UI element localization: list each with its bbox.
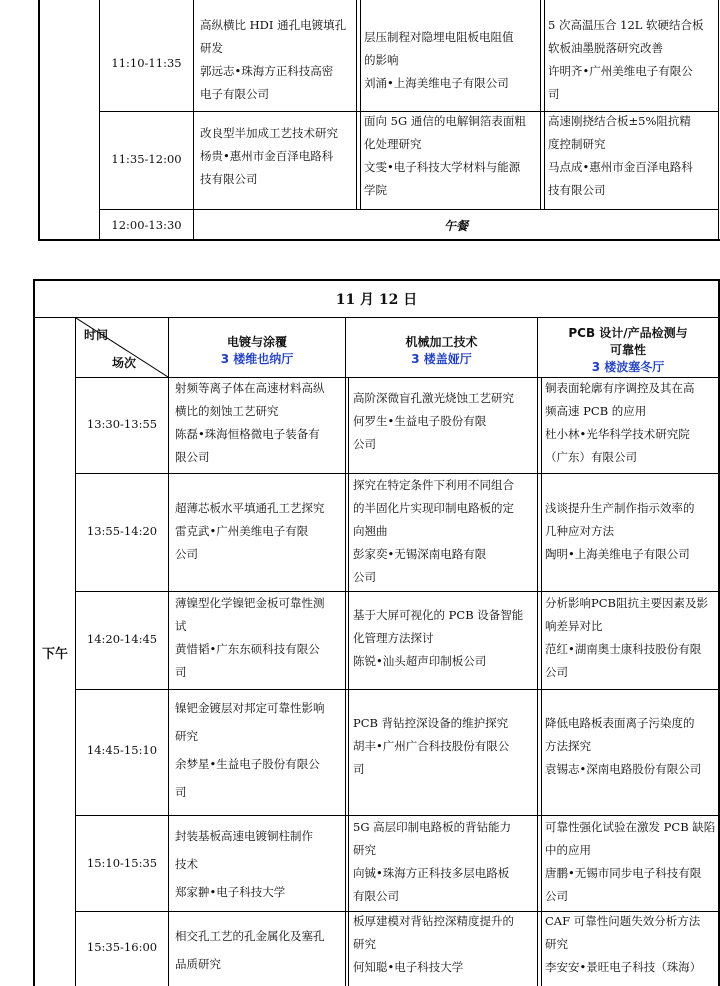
session-cell-line: 司	[175, 785, 187, 799]
session-cell-line: 高阶深微盲孔激光烧蚀工艺研究	[353, 391, 514, 405]
session-cell-line: 袁锡志•深南电路股份有限公司	[545, 762, 702, 776]
session-cell-line: 封装基板高速电镀铜柱制作	[175, 829, 313, 843]
session-cell-line: 公司	[545, 665, 568, 679]
time-slot: 14:45-15:10	[86, 743, 158, 757]
period-label: 下午	[41, 647, 68, 662]
time-slot: 11:10-11:35	[111, 56, 182, 70]
session-cell-line: 技有限公司	[200, 172, 258, 186]
bottom-col-line	[168, 317, 169, 986]
session-cell-line: 何罗生•生益电子股份有限	[353, 414, 487, 428]
session-cell-line: 公司	[353, 570, 376, 584]
session-cell	[353, 816, 535, 908]
session-cell-line: PCB 背钻控深设备的维护探究	[353, 716, 509, 730]
session-cell	[545, 377, 718, 469]
track-title-plating: 电镀与涂覆	[226, 335, 287, 349]
session-cell-line: 度控制研究	[548, 137, 606, 151]
session-cell-line: 杜小林•光华科学技术研究院	[545, 427, 690, 441]
session-cell	[175, 592, 343, 684]
session-cell-line: 陈磊•珠海恒格微电子装备有	[175, 427, 320, 441]
session-cell-line: 郭远志•珠海方正科技高密	[200, 64, 334, 78]
session-cell-line: 公司	[353, 437, 376, 451]
date-heading: 11 月 12 日	[335, 292, 418, 308]
session-cell	[353, 387, 535, 456]
session-cell-line: 研究	[353, 937, 376, 951]
session-cell	[175, 922, 343, 978]
session-cell-line: 板厚建模对背钻控深精度提升的	[353, 914, 514, 928]
session-cell-line: 陈锐•汕头超声印制板公司	[353, 654, 487, 668]
lunch-label: 午餐	[443, 219, 468, 233]
session-cell-line: 彭家奕•无锡深南电路有限	[353, 547, 487, 561]
session-cell-line: 射频等离子体在高速材料高纵	[175, 381, 325, 395]
session-cell-line: 公司	[175, 547, 198, 561]
session-cell-line: 镍钯金镀层对邦定可靠性影响	[175, 701, 325, 715]
session-cell	[175, 694, 343, 806]
session-cell-line: 何知聪•电子科技大学	[353, 960, 464, 974]
session-cell-line: 司	[548, 87, 560, 101]
session-cell-line: 郑家翀•电子科技大学	[175, 885, 286, 899]
time-slot: 12:00-13:30	[111, 218, 182, 232]
session-cell-line: 可靠性强化试验在激发 PCB 缺陷	[545, 820, 716, 834]
session-cell-line: 浅谈提升生产制作指示效率的	[545, 501, 695, 515]
top-row-line	[99, 209, 719, 210]
bottom-top-border	[33, 279, 720, 281]
top-col-line	[99, 0, 100, 240]
session-cell-line: 刘涌•上海美维电子有限公司	[364, 76, 509, 90]
session-cell-line: 软板油墨脱落研究改善	[548, 41, 663, 55]
session-cell	[353, 604, 535, 673]
session-cell-line: 范红•湖南奥士康科技股份有限	[545, 642, 702, 656]
track-title-pcb-design: PCB 设计/产品检测与	[568, 326, 688, 340]
session-cell-line: CAF 可靠性问题失效分析方法	[545, 914, 701, 928]
session-cell-line: 杨贵•惠州市金百泽电路科	[200, 149, 334, 163]
time-slot: 13:55-14:20	[86, 524, 158, 538]
corner-time-label: 时间	[84, 328, 109, 342]
session-cell	[364, 26, 538, 95]
session-cell-line: 李安安•景旺电子科技（珠海）	[545, 960, 702, 974]
time-slot: 13:30-13:55	[86, 417, 158, 431]
session-cell-line: 铜表面轮廓有序调控及其在高	[545, 381, 695, 395]
session-cell-line: 研究	[353, 843, 376, 857]
session-cell	[545, 910, 718, 979]
bottom-row-line	[75, 689, 720, 690]
session-cell-line: 向铖•珠海方正科技多层电路板	[353, 866, 510, 880]
session-cell-line: 学院	[364, 183, 387, 197]
time-slot: 11:35-12:00	[111, 152, 182, 166]
session-cell	[353, 474, 535, 589]
track-title-pcb-design-line2: 可靠性	[609, 343, 646, 357]
session-cell	[200, 14, 354, 106]
bottom-col-line	[348, 378, 349, 986]
session-cell	[545, 592, 718, 684]
session-cell-line: 高速刚挠结合板±5%阻抗精	[548, 114, 691, 128]
session-cell-line: 文雯•电子科技大学材料与能源	[364, 160, 521, 174]
session-cell-line: 公司	[545, 889, 568, 903]
session-cell-line: 品质研究	[175, 957, 221, 971]
session-cell-line: 研究	[175, 729, 198, 743]
session-cell-line: 频高速 PCB 的应用	[545, 404, 647, 418]
session-cell-line: 有限公司	[353, 889, 399, 903]
top-left-border	[38, 0, 40, 240]
session-cell-line: （广东）有限公司	[545, 450, 637, 464]
session-cell-line: 薄镍型化学镍钯金板可靠性测	[175, 596, 325, 610]
session-cell-line: 5G 高层印制电路板的背钻能力	[353, 820, 512, 834]
session-cell	[175, 497, 343, 566]
session-cell-line: 陶明•上海美维电子有限公司	[545, 547, 690, 561]
bottom-col-line	[537, 317, 538, 986]
corner-session-label: 场次	[112, 356, 137, 370]
time-slot: 15:35-16:00	[86, 940, 158, 954]
top-col-line	[360, 0, 361, 210]
session-cell-line: 许明齐•广州美维电子有限公	[548, 64, 693, 78]
bottom-col-line	[345, 317, 346, 986]
session-cell	[545, 712, 718, 781]
top-col-line	[356, 0, 357, 210]
session-cell-line: 向翘曲	[353, 524, 388, 538]
session-cell-line: 研究	[545, 937, 568, 951]
session-cell	[175, 377, 343, 469]
session-cell-line: 化管理方法探讨	[353, 631, 434, 645]
session-cell-line: 司	[175, 665, 187, 679]
session-cell-line: 降低电路板表面离子污染度的	[545, 716, 695, 730]
track-room-machining: 3 楼盖娅厅	[411, 352, 472, 366]
session-cell-line: 胡丰•广州广合科技股份有限公	[353, 739, 510, 753]
session-cell-line: 的影响	[364, 53, 399, 67]
session-cell-line: 的半固化片实现印制电路板的定	[353, 501, 514, 515]
bottom-left-border	[33, 279, 35, 986]
session-cell	[545, 816, 718, 908]
session-cell-line: 横比的刻蚀工艺研究	[175, 404, 279, 418]
top-col-line	[540, 0, 541, 210]
session-cell-line: 化处理研究	[364, 137, 422, 151]
session-cell-line: 基于大屏可视化的 PCB 设备智能	[353, 608, 524, 622]
session-cell-line: 马点成•惠州市金百泽电路科	[548, 160, 693, 174]
session-cell-line: 面向 5G 通信的电解铜箔表面粗	[364, 114, 526, 128]
session-cell-line: 余梦星•生益电子股份有限公	[175, 757, 320, 771]
session-cell-line: 方法探究	[545, 739, 591, 753]
track-room-pcb-design: 3 楼波塞冬厅	[591, 360, 665, 374]
session-cell	[353, 910, 535, 979]
session-cell-line: 雷克武•广州美维电子有限	[175, 524, 309, 538]
time-slot: 15:10-15:35	[86, 856, 158, 870]
session-cell-line: 试	[175, 619, 187, 633]
session-cell-line: 电子有限公司	[200, 87, 269, 101]
session-cell	[175, 822, 343, 906]
session-cell	[545, 497, 718, 566]
session-cell-line: 研发	[200, 41, 223, 55]
top-right-border	[718, 0, 719, 240]
time-slot: 14:20-14:45	[86, 632, 158, 646]
session-cell	[200, 122, 354, 191]
session-cell-line: 探究在特定条件下利用不同组合	[353, 478, 514, 492]
session-cell-line: 高纵横比 HDI 通孔电镀填孔	[200, 18, 347, 32]
session-cell-line: 层压制程对隐埋电阻板电阻值	[364, 30, 514, 44]
session-cell-line: 中的应用	[545, 843, 591, 857]
session-cell-line: 几种应对方法	[545, 524, 614, 538]
session-cell-line: 5 次高温压合 12L 软硬结合板	[548, 18, 704, 32]
session-cell	[548, 14, 718, 106]
session-cell-line: 超薄芯板水平填通孔工艺探究	[175, 501, 325, 515]
session-cell	[353, 712, 535, 781]
session-cell-line: 技术	[175, 857, 198, 871]
session-cell-line: 分析影响PCB阻抗主要因素及影	[545, 596, 708, 610]
session-cell-line: 相交孔工艺的孔金属化及塞孔	[175, 929, 325, 943]
top-bottom-border	[38, 239, 720, 241]
session-cell-line: 技有限公司	[548, 183, 606, 197]
top-col-line	[193, 0, 194, 240]
session-cell-line: 响差异对比	[545, 619, 603, 633]
top-col-line	[544, 0, 545, 210]
bottom-col-line	[541, 378, 542, 986]
session-cell	[548, 110, 718, 202]
session-cell-line: 唐鹏•无锡市同步电子科技有限	[545, 866, 702, 880]
session-cell-line: 改良型半加成工艺技术研究	[200, 126, 338, 140]
session-cell	[364, 110, 538, 202]
session-cell-line: 限公司	[175, 450, 210, 464]
session-cell-line: 司	[353, 762, 365, 776]
session-cell-line: 黄惜韬•广东东硕科技有限公	[175, 642, 320, 656]
track-room-plating: 3 楼维也纳厅	[220, 352, 294, 366]
track-title-machining: 机械加工技术	[405, 335, 478, 349]
